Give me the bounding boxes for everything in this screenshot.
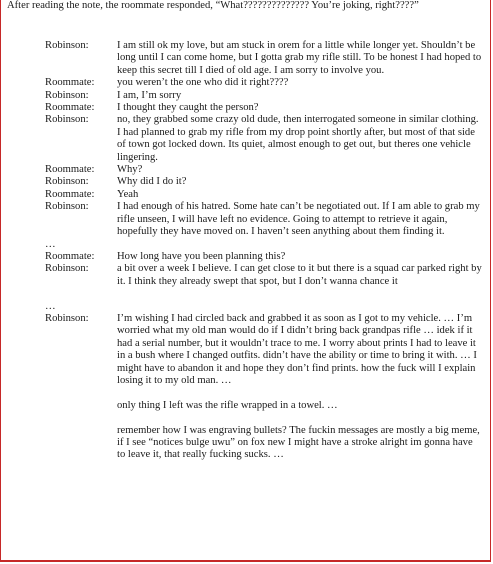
message-row	[1, 201, 492, 238]
speaker-label	[1, 425, 117, 462]
chat-transcript	[1, 40, 492, 462]
speaker-label	[1, 400, 117, 412]
intro-paragraph: After reading the note, the roommate responded, “What?????????????? You’re joking, right????”	[7, 0, 419, 11]
omission-marker: …	[45, 300, 56, 312]
message-row	[1, 400, 492, 412]
speaker-label: Robinson:	[45, 114, 89, 126]
speaker-label: Roommate:	[45, 102, 95, 114]
speaker-label: Robinson:	[45, 89, 89, 101]
paragraph-gap	[1, 412, 492, 424]
message-row	[1, 164, 492, 176]
message-text: I am still ok my love, but am stuck in orem for a little while longer yet. Shouldn’t be long until I can come home, but I gotta grab my rifle still. To be honest I had hoped to keep this secret till I died of old age. I am sorry to involve you.	[117, 40, 482, 76]
paragraph-gap	[1, 288, 492, 300]
message-text: a bit over a week I believe. I can get close to it but there is a squad car parked right by it. I think they already swept that spot, but I don’t wanna chance it	[117, 263, 482, 287]
message-text: I’m wishing I had circled back and grabbed it as soon as I got to my vehicle. … I’m worried what my old man would do if I didn’t bring back grandpas rifle … idek if it had a serial number, but it wouldn’t trace to me. I worry about prints I had to leave it in a bush where I changed outfits. didn’t have the ability or time to bring it with. … I might have to abandon it and hope they don’t find prints. how the fuck will I explain losing it to my old man. …	[117, 312, 477, 386]
speaker-label: Robinson:	[45, 40, 89, 51]
speaker-label: Robinson:	[45, 263, 89, 275]
speaker-label: Roommate:	[45, 250, 95, 262]
message-text: Yeah	[117, 188, 139, 200]
message-text: How long have you been planning this?	[117, 250, 286, 262]
message-row	[1, 189, 492, 201]
message-row	[1, 176, 492, 188]
message-row	[1, 40, 492, 77]
message-row	[1, 90, 492, 102]
message-text: I had enough of his hatred. Some hate can’t be negotiated out. If I am able to grab my rifle unseen, I will have left no evidence. Going to attempt to retrieve it again, hopefully they have moved on. I haven’t seen anything about them finding it.	[117, 201, 480, 238]
speaker-label: Roommate:	[45, 164, 95, 176]
speaker-label: Robinson:	[45, 176, 89, 188]
speaker-label: Roommate:	[45, 188, 95, 200]
speaker-label: Roommate:	[45, 77, 95, 89]
message-row	[1, 114, 492, 164]
message-text: only thing I left was the rifle wrapped in a towel. …	[117, 399, 338, 411]
message-text: no, they grabbed some crazy old dude, then interrogated someone in similar clothing. I had planned to grab my rifle from my drop point shortly after, but most of that side of town got locked down. Its quiet, almost enough to get out, but theres one vehicle lingering.	[117, 114, 479, 163]
message-row	[1, 77, 492, 89]
omission-marker: …	[45, 238, 56, 250]
paragraph-gap	[1, 387, 492, 399]
speaker-label: Robinson:	[45, 201, 89, 213]
message-text: Why?	[117, 164, 143, 176]
speaker-label: Robinson:	[45, 312, 89, 324]
message-row	[1, 102, 492, 114]
message-text: I thought they caught the person?	[117, 102, 259, 114]
message-text: you weren’t the one who did it right????	[117, 77, 289, 89]
message-row	[1, 425, 492, 462]
message-text: Why did I do it?	[117, 176, 187, 188]
message-row	[1, 263, 492, 288]
message-row	[1, 251, 492, 263]
message-text: remember how I was engraving bullets? The fuckin messages are mostly a big meme, if I see “notices bulge uwu” on fox new I might have a stroke alright im gonna have to leave it, that really fucking sucks. …	[117, 424, 480, 461]
message-text: I am, I’m sorry	[117, 89, 182, 101]
message-row	[1, 313, 492, 387]
